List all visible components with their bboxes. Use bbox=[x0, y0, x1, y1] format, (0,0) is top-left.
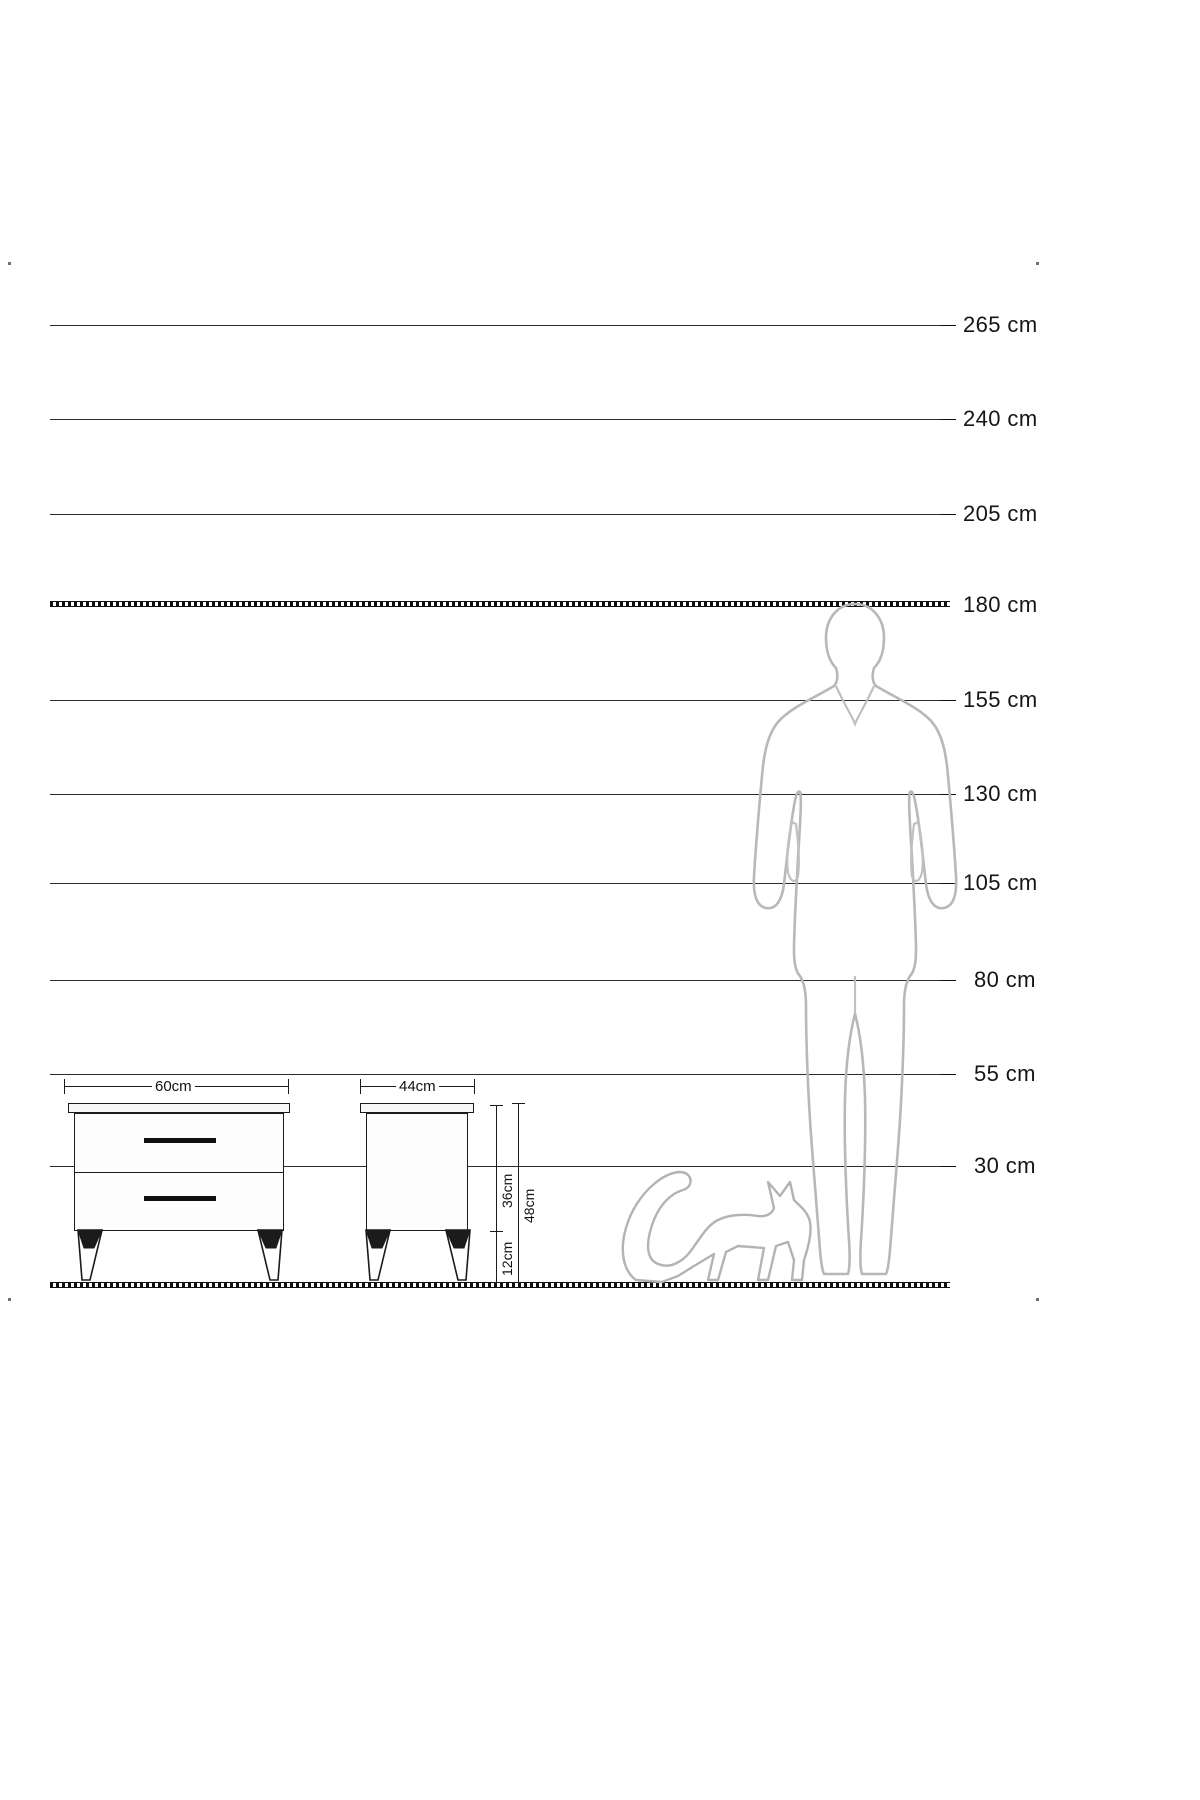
dim-label-48cm: 48cm bbox=[521, 1188, 537, 1223]
single-nightstand-legs bbox=[358, 1228, 478, 1284]
man-silhouette bbox=[752, 600, 958, 1284]
scale-label-80: 80 cm bbox=[974, 967, 1036, 992]
dim-tick-36cm-top bbox=[490, 1105, 503, 1106]
scale-label-265: 265 cm bbox=[963, 312, 1038, 337]
scale-line-265 bbox=[50, 325, 940, 326]
scale-label-155: 155 cm bbox=[963, 687, 1038, 712]
single-nightstand-top-slab bbox=[360, 1103, 474, 1113]
dim-cap-44cm-left bbox=[360, 1079, 361, 1094]
scale-label-105: 105 cm bbox=[963, 870, 1038, 895]
dim-label-60cm: 60cm bbox=[152, 1079, 195, 1094]
dim-tick-48cm-top bbox=[512, 1103, 525, 1104]
scale-label-30: 30 cm bbox=[974, 1153, 1036, 1178]
dim-line-36cm bbox=[496, 1105, 497, 1231]
scale-label-180: 180 cm bbox=[963, 592, 1038, 617]
dim-cap-60cm-left bbox=[64, 1079, 65, 1094]
corner-dot-top-left bbox=[8, 262, 11, 265]
nightstand-drawer-divider bbox=[74, 1172, 284, 1173]
dim-line-48cm bbox=[518, 1103, 519, 1282]
scale-label-130: 130 cm bbox=[963, 781, 1038, 806]
corner-dot-bottom-left bbox=[8, 1298, 11, 1301]
dim-tick-12cm-bottom bbox=[490, 1282, 503, 1283]
dim-tick-48cm-bottom bbox=[512, 1282, 525, 1283]
corner-dot-bottom-right bbox=[1036, 1298, 1039, 1301]
dim-cap-60cm-right bbox=[288, 1079, 289, 1094]
dim-cap-44cm-right bbox=[474, 1079, 475, 1094]
scale-line-240 bbox=[50, 419, 940, 420]
scale-tick-205 bbox=[940, 514, 956, 515]
nightstand-top-slab bbox=[68, 1103, 290, 1113]
scale-label-55: 55 cm bbox=[974, 1061, 1036, 1086]
dim-label-44cm: 44cm bbox=[396, 1079, 439, 1094]
dim-label-12cm: 12cm bbox=[499, 1241, 515, 1276]
scale-label-240: 240 cm bbox=[963, 406, 1038, 431]
scale-tick-265 bbox=[940, 325, 956, 326]
single-nightstand-body bbox=[366, 1113, 468, 1231]
nightstand-handle-lower bbox=[144, 1196, 216, 1201]
nightstand-legs bbox=[68, 1228, 292, 1284]
dim-line-12cm bbox=[496, 1231, 497, 1282]
scale-line-205 bbox=[50, 514, 940, 515]
dim-label-36cm: 36cm bbox=[499, 1173, 515, 1208]
corner-dot-top-right bbox=[1036, 262, 1039, 265]
scale-tick-240 bbox=[940, 419, 956, 420]
scale-label-205: 205 cm bbox=[963, 501, 1038, 526]
nightstand-handle-upper bbox=[144, 1138, 216, 1143]
dim-tick-12cm-top bbox=[490, 1231, 503, 1232]
